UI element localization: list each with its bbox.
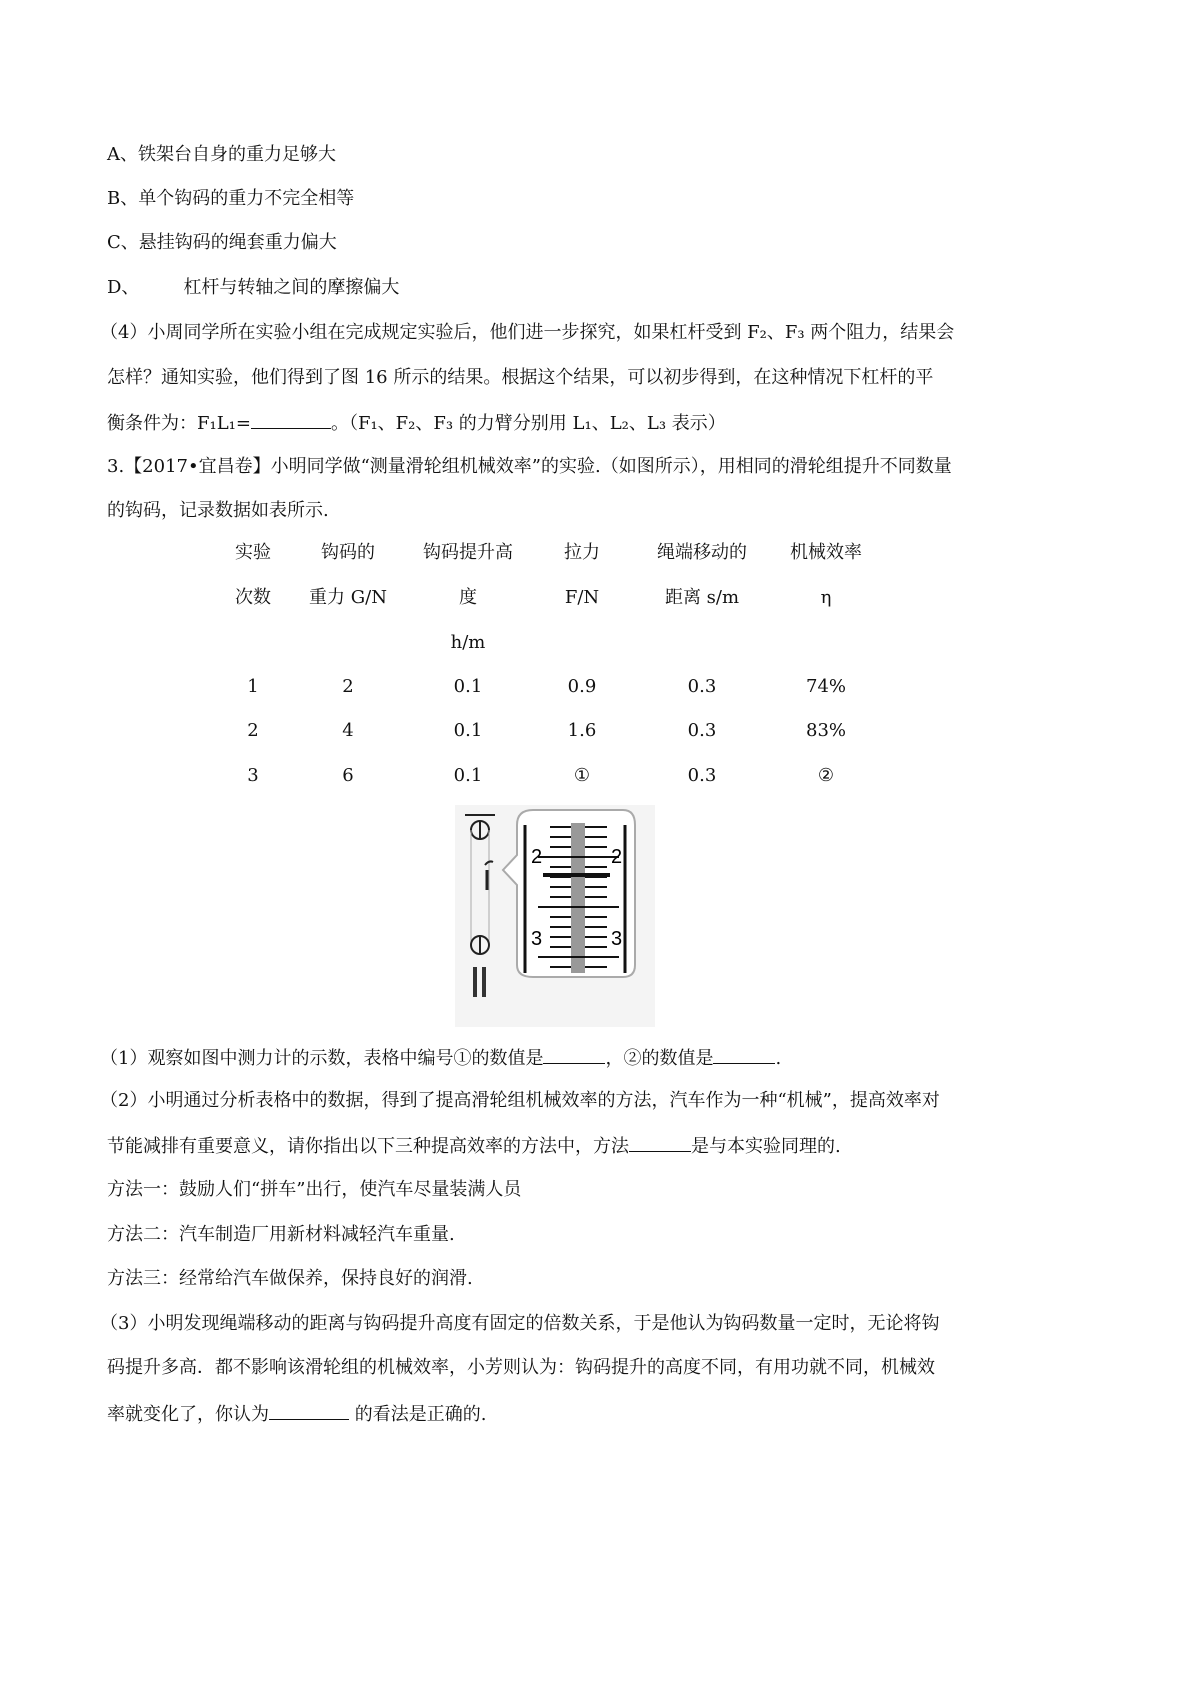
table-cell: 74%	[805, 676, 847, 697]
table-cell: 1	[247, 676, 259, 697]
q3-line1: 3.【2017•宜昌卷】小明同学做“测量滑轮组机械效率”的实验.（如图所示），用相同的滑轮组提升不同数量	[107, 456, 952, 477]
option-b: B、单个钩码的重力不完全相等	[107, 188, 355, 209]
table-header: 拉力	[564, 542, 600, 563]
scale-label: 3	[611, 928, 623, 950]
answer-blank-4[interactable]	[269, 1401, 349, 1420]
table-cell: 83%	[805, 720, 847, 741]
scale-label: 3	[531, 928, 543, 950]
table-header: 绳端移动的	[657, 542, 747, 563]
table-header: F/N	[564, 587, 600, 608]
table-cell: 0.1	[453, 720, 483, 741]
sub2-line1: （2）小明通过分析表格中的数据，得到了提高滑轮组机械效率的方法，汽车作为一种“机械”，提高效率对	[100, 1090, 940, 1111]
table-cell: 0.3	[687, 676, 717, 697]
answer-blank-1[interactable]	[543, 1045, 605, 1064]
answer-blank-3[interactable]	[629, 1133, 691, 1152]
table-header: 重力 G/N	[309, 587, 387, 608]
answer-blank[interactable]	[251, 410, 331, 429]
table-header: 度	[459, 587, 477, 608]
table-cell: 0.1	[453, 676, 483, 697]
table-cell: 0.9	[567, 676, 597, 697]
table-header: 次数	[235, 587, 271, 608]
sub3-line3: 率就变化了，你认为 的看法是正确的.	[107, 1401, 486, 1427]
sub3-line1: （3）小明发现绳端移动的距离与钩码提升高度有固定的倍数关系，于是他认为钩码数量一定时，无论将钩	[100, 1313, 940, 1334]
method-2: 方法二：汽车制造厂用新材料减轻汽车重量.	[107, 1224, 455, 1245]
table-cell: 3	[247, 765, 259, 786]
option-c: C、悬挂钩码的绳套重力偏大	[107, 232, 337, 253]
table-cell: ②	[817, 765, 835, 786]
scale-label: 2	[531, 846, 543, 868]
table-header: h/m	[450, 632, 486, 653]
sub2-line2: 节能减排有重要意义，请你指出以下三种提高效率的方法中，方法 是与本实验同理的.	[107, 1133, 841, 1159]
table-header: 实验	[235, 542, 271, 563]
q4-line1: （4）小周同学所在实验小组在完成规定实验后，他们进一步探究，如果杠杆受到 F₂、F₃ 两个阻力，结果会	[100, 322, 955, 343]
method-1: 方法一：鼓励人们“拼车”出行，使汽车尽量装满人员	[107, 1179, 522, 1200]
table-cell: 2	[247, 720, 259, 741]
scale-label: 2	[611, 846, 623, 868]
table-header: 机械效率	[790, 542, 862, 563]
table-header: 钩码的	[321, 542, 375, 563]
option-d: D、 杠杆与转轴之间的摩擦偏大	[107, 277, 400, 298]
table-cell: 0.1	[453, 765, 483, 786]
answer-blank-2[interactable]	[713, 1045, 775, 1064]
table-cell: 2	[342, 676, 354, 697]
sub1: （1）观察如图中测力计的示数，表格中编号①的数值是 ，②的数值是 .	[100, 1045, 781, 1071]
table-cell: 1.6	[567, 720, 597, 741]
table-cell: ①	[573, 765, 591, 786]
table-cell: 0.3	[687, 765, 717, 786]
table-cell: 6	[342, 765, 354, 786]
sub3-line2: 码提升多高．都不影响该滑轮组的机械效率，小芳则认为：钩码提升的高度不同，有用功就不同，机械效	[107, 1357, 935, 1378]
table-header: η	[820, 587, 832, 608]
q4-line2: 怎样？通知实验，他们得到了图 16 所示的结果。根据这个结果，可以初步得到，在这种情况下杠杆的平	[107, 367, 934, 388]
table-header: 钩码提升高	[423, 542, 513, 563]
option-a: A、铁架台自身的重力足够大	[107, 144, 336, 165]
table-cell: 4	[342, 720, 354, 741]
method-3: 方法三：经常给汽车做保养，保持良好的润滑.	[107, 1268, 473, 1289]
table-header: 距离 s/m	[664, 587, 740, 608]
pulley-spring-scale-figure	[455, 805, 655, 1027]
table-cell: 0.3	[687, 720, 717, 741]
q3-line2: 的钩码，记录数据如表所示.	[107, 500, 329, 521]
q4-line3: 衡条件为：F₁L₁= 。（F₁、F₂、F₃ 的力臂分别用 L₁、L₂、L₃ 表示）	[107, 410, 726, 436]
